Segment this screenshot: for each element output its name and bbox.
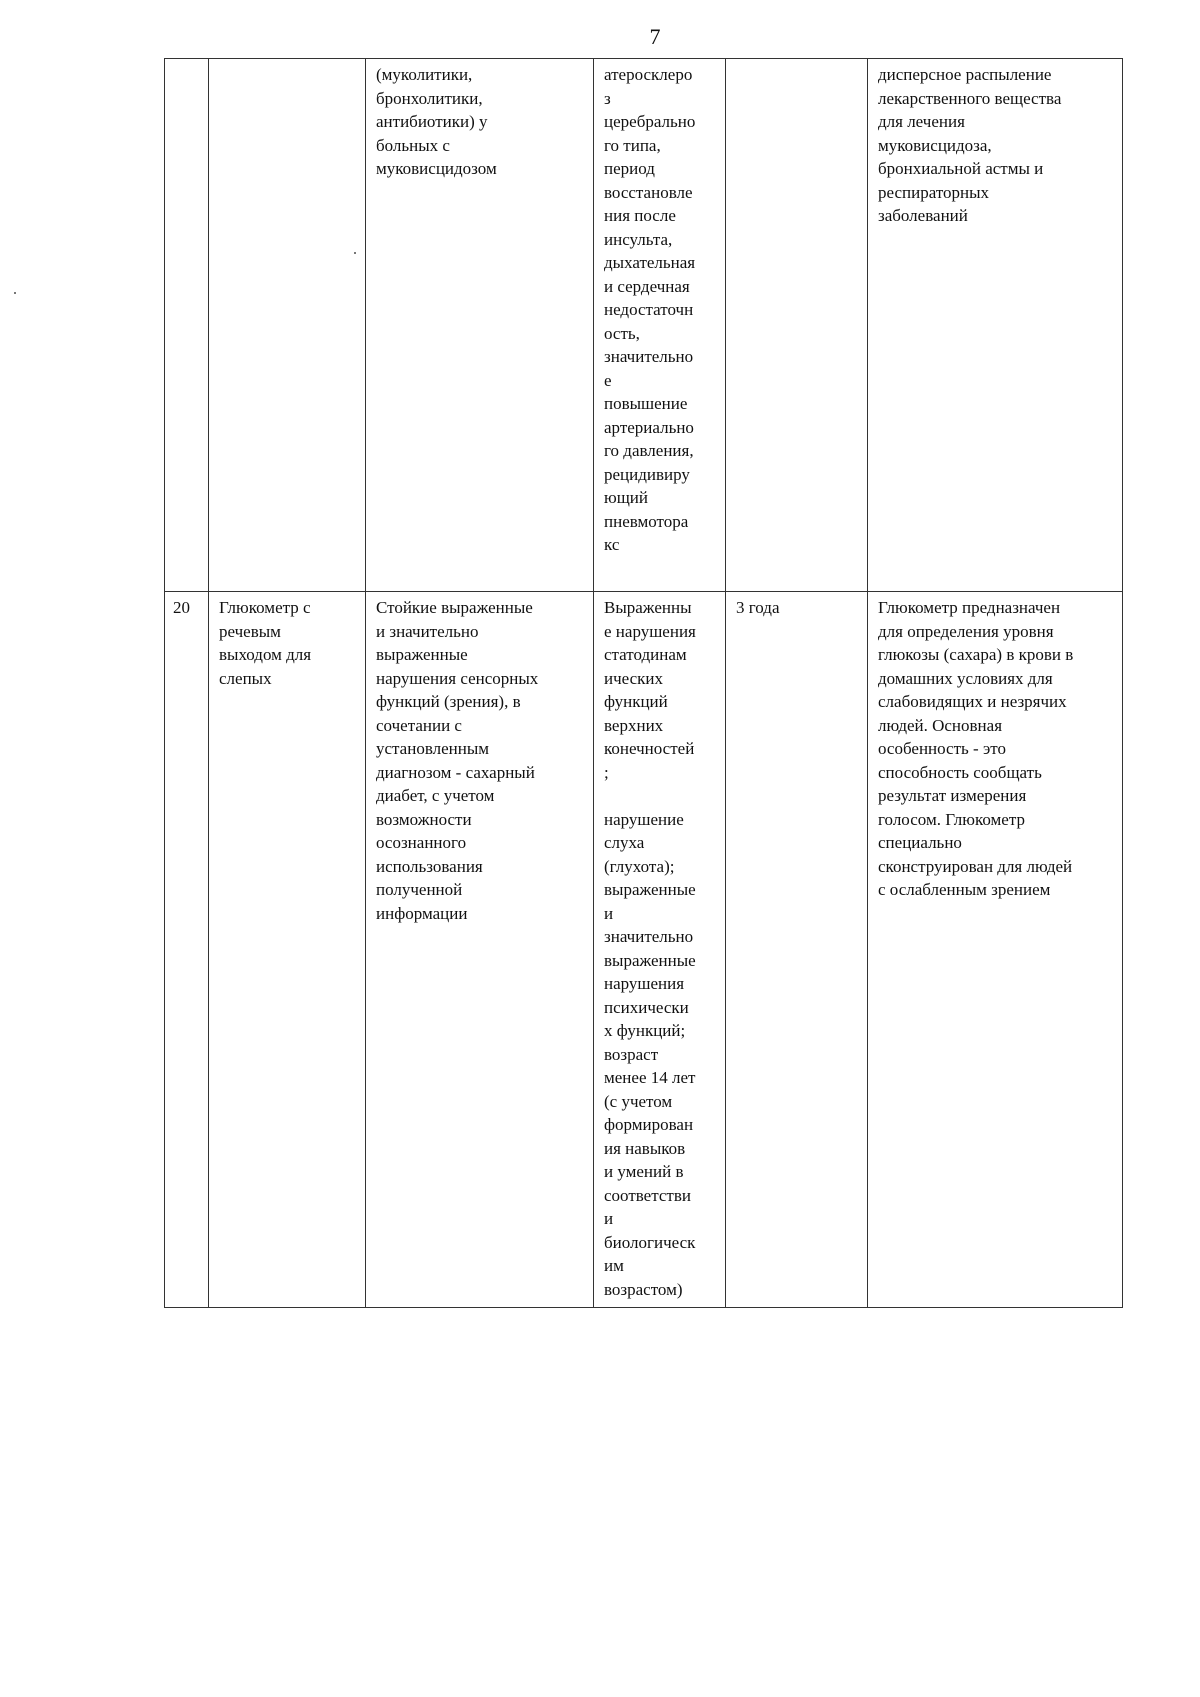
device-name-cell xyxy=(209,592,366,1308)
table-row xyxy=(165,59,1123,592)
contraindications-cell xyxy=(594,59,726,592)
table-row xyxy=(165,592,1123,1308)
indications-cell xyxy=(366,59,594,592)
indications-text: (муколитики, бронхолитики, антибиотики) у больных с муковисцидозом xyxy=(376,65,497,178)
description-text: дисперсное распыление лекарственного вещества для лечения муковисцидоза, бронхиальной астмы и респираторных заболеваний xyxy=(878,65,1062,225)
equipment-table xyxy=(164,58,1123,1308)
description-cell xyxy=(868,592,1123,1308)
indications-cell xyxy=(366,592,594,1308)
description-cell xyxy=(868,59,1123,592)
description-text: Глюкометр предназначен для определения уровня глюкозы (сахара) в крови в домашних условиях для слабовидящих и незрячих людей. Основная особенность - это способность сообщать результат измерения голосом. Глюкометр специально сконструирован для людей с ослабленным зрением xyxy=(878,598,1074,899)
indications-text: Стойкие выраженные и значительно выраженные нарушения сенсорных функций (зрения), в сочетании с установленным диагнозом - сахарный диабет, с учетом возможности осознанного использования полученной информации xyxy=(376,598,539,923)
contraindications-text: атеросклеро з церебрально го типа, период восстановле ния после инсульта, дыхательная и сердечная недостаточн ость, значительно е повышение артериально го давления, рецидивиру ющий пневмотора кс xyxy=(604,65,696,554)
contraindications-text: Выраженны е нарушения статодинам ических функций верхних конечностей ; нарушение слуха (глухота); выраженные и значительно выраженные нарушения психически х функций; возраст менее 14 лет (с учетом формирован ия навыков и умений в соответстви и биологическ им возрастом) xyxy=(604,598,696,1299)
page-number: 7 xyxy=(649,24,661,49)
contraindications-cell xyxy=(594,592,726,1308)
term-text: 3 года xyxy=(736,598,780,617)
row-number-cell xyxy=(165,59,209,592)
scan-speck xyxy=(14,292,16,294)
term-cell xyxy=(726,59,868,592)
device-name-cell xyxy=(209,59,366,592)
device-name: Глюкометр с речевым выходом для слепых xyxy=(219,598,312,688)
row-number: 20 xyxy=(173,598,190,617)
row-number-cell xyxy=(165,592,209,1308)
term-cell xyxy=(726,592,868,1308)
